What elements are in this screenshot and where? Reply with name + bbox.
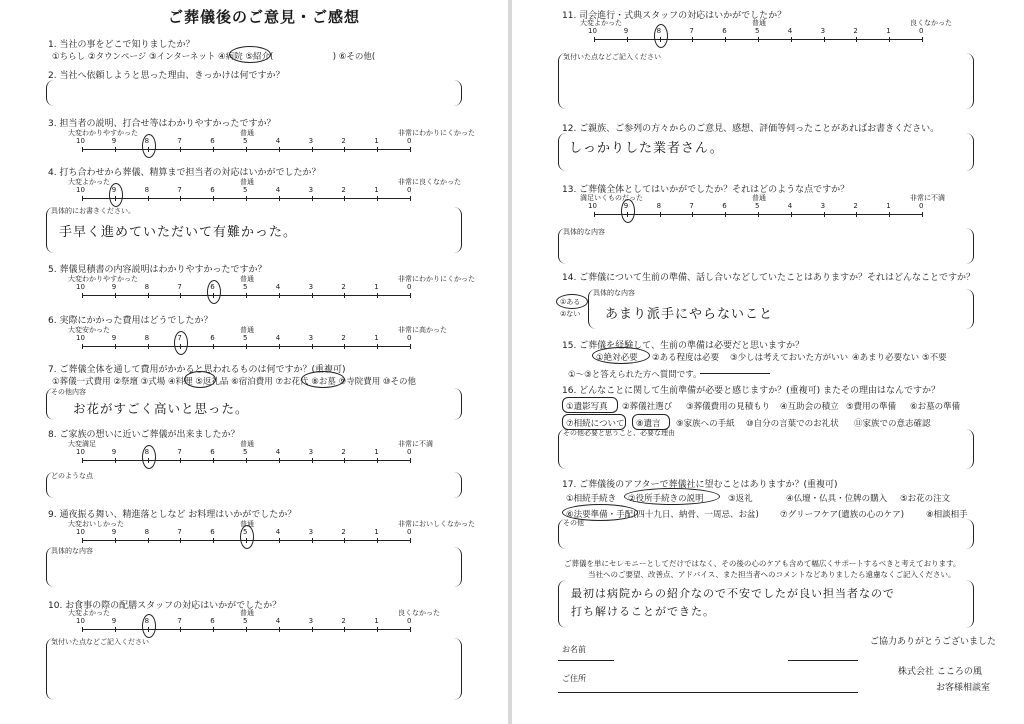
q17-answer-box[interactable]: [558, 519, 974, 549]
q15-option-4[interactable]: ④あまり必要ない: [852, 353, 920, 363]
q2-text: 2. 当社へ依頼しようと思った理由、きっかけは何ですか？: [48, 71, 285, 81]
q15-option-2[interactable]: ②ある程度は必要: [652, 353, 720, 363]
page-title: ご葬儀後のご意見・ご感想: [168, 8, 361, 26]
closing-answer-box[interactable]: [558, 580, 974, 628]
q5-right-label: 非常にわかりにくかった: [398, 275, 475, 283]
q4-box-label: 具体的にお書きください。: [51, 207, 135, 215]
q5-axis-line: [82, 295, 410, 296]
q8-right-label: 非常に不満: [398, 440, 433, 448]
q3-scale[interactable]: [0, 128, 475, 158]
q4-scale[interactable]: [0, 177, 460, 207]
q6-tick-label-10: 10: [76, 334, 85, 342]
q14-selected-circle: [556, 294, 588, 309]
q11-tick-label-3: 3: [820, 27, 826, 35]
q14-text: 14. ご葬儀について生前の準備、話し合いなどしていたことはありますか？それはどんなことですか？: [562, 273, 975, 283]
q5-tick-label-10: 10: [76, 283, 85, 291]
q9-tick-label-8: 8: [144, 528, 150, 536]
q3-right-label: 非常にわかりにくかった: [398, 129, 475, 137]
q6-right-label: 非常に高かった: [398, 326, 447, 334]
q5-tick-label-1: 1: [374, 283, 379, 291]
q17-opt-3[interactable]: ③返礼: [728, 494, 753, 504]
q11-tick-label-7: 7: [689, 27, 694, 35]
q1-options: ①ちらし ②タウンページ ③インターネット ④病院 ⑤紹介( ) ⑥その他(: [52, 52, 376, 62]
q9-tick-label-9: 9: [111, 528, 117, 536]
q16-opt-1[interactable]: ①遺影写真: [566, 402, 608, 412]
q11-tick-label-4: 4: [787, 27, 793, 35]
q9-answer-box[interactable]: [46, 547, 462, 587]
q17-opt-2[interactable]: ②役所手続きの説明: [628, 494, 704, 504]
q11-tick-label-8: 8: [656, 27, 662, 35]
q13-tick-label-5: 5: [755, 202, 760, 210]
q6-tick-label-5: 5: [243, 334, 248, 342]
q13-tick-label-10: 10: [588, 202, 597, 210]
q17-selected-circle-1: [624, 488, 720, 505]
q13-left-label: 満足いくものだった: [580, 194, 643, 202]
q8-tick-label-0: 0: [407, 448, 412, 456]
q4-tick-label-4: 4: [275, 186, 281, 194]
q3-axis-line: [82, 149, 410, 150]
q5-tick-label-8: 8: [144, 283, 150, 291]
q3-tick-label-4: 4: [275, 137, 281, 145]
q4-left-label: 大変よかった: [68, 178, 110, 186]
q9-tick-label-10: 10: [76, 528, 85, 536]
q10-right-label: 良くなかった: [398, 609, 440, 617]
name-underline-2[interactable]: [788, 660, 858, 661]
q11-tick-label-9: 9: [623, 27, 629, 35]
q9-tick-label-0: 0: [407, 528, 412, 536]
q10-tick-label-0: 0: [407, 617, 412, 625]
q17-opt-4[interactable]: ④仏壇・仏具・位牌の購入: [786, 494, 888, 504]
q3-tick-label-2: 2: [341, 137, 346, 145]
q13-tick-label-9: 9: [623, 202, 629, 210]
q4-tick-label-2: 2: [341, 186, 346, 194]
q16-text: 16. どんなことに関して生前準備が必要と感じますか？(重複可) またその理由はなんですか？: [562, 386, 941, 396]
q6-tick-label-6: 6: [210, 334, 215, 342]
q15-option-1[interactable]: ①絶対必要: [596, 353, 638, 363]
q17-opt-6[interactable]: ⑥法要準備・手配(四十九日、納骨、一周忌、お盆): [566, 510, 759, 520]
q9-tick-mark-0: [410, 538, 411, 543]
q17-opt-8[interactable]: ⑧相談相手: [926, 510, 968, 520]
q6-text: 6. 実際にかかった費用はどうでしたか？: [48, 316, 213, 326]
q4-tick-label-8: 8: [144, 186, 150, 194]
closing-answer-line-2: 打ち解けることができた。: [571, 605, 715, 618]
q4-tick-label-3: 3: [308, 186, 314, 194]
q16-opt-4[interactable]: ④互助会の積立: [780, 402, 839, 412]
q5-tick-label-3: 3: [308, 283, 314, 291]
q13-scale[interactable]: [512, 193, 972, 223]
q13-tick-label-1: 1: [886, 202, 891, 210]
q11-right-label: 良くなかった: [910, 19, 952, 27]
q11-mid-label: 普通: [752, 19, 766, 27]
q3-left-label: 大変わかりやすかった: [68, 129, 138, 137]
q10-tick-label-6: 6: [210, 617, 215, 625]
q17-box-label: その他: [563, 519, 584, 527]
q13-tick-label-0: 0: [919, 202, 924, 210]
q11-axis-line: [594, 39, 922, 40]
q11-tick-label-1: 1: [886, 27, 891, 35]
q4-answer-box[interactable]: [46, 207, 462, 253]
q10-tick-label-10: 10: [76, 617, 85, 625]
q9-tick-label-1: 1: [374, 528, 379, 536]
q8-tick-label-1: 1: [374, 448, 379, 456]
q10-tick-label-9: 9: [111, 617, 117, 625]
q7-box-label: その他内容: [51, 388, 86, 396]
q4-mid-label: 普通: [240, 178, 254, 186]
q16-opt-5[interactable]: ⑤費用の準備: [846, 402, 897, 412]
q10-tick-label-7: 7: [177, 617, 182, 625]
q3-tick-label-8: 8: [144, 137, 150, 145]
q7-handwritten-answer: お花がすごく高いと思った。: [73, 401, 249, 416]
q3-tick-label-1: 1: [374, 137, 379, 145]
q6-scale[interactable]: [0, 325, 460, 355]
q8-tick-label-2: 2: [341, 448, 346, 456]
q7-answer-box[interactable]: [46, 388, 462, 420]
q14-yes-option[interactable]: ①ある: [560, 298, 581, 306]
q3-tick-label-5: 5: [243, 137, 248, 145]
q6-mid-label: 普通: [240, 326, 254, 334]
q14-answer-box[interactable]: [588, 289, 974, 329]
q10-answer-box[interactable]: [46, 638, 462, 700]
q8-tick-label-9: 9: [111, 448, 117, 456]
address-underline[interactable]: [558, 692, 858, 693]
q16-opt-8[interactable]: ⑧遺言: [636, 419, 661, 429]
q4-axis-line: [82, 198, 410, 199]
q11-tick-label-2: 2: [853, 27, 858, 35]
q8-tick-label-6: 6: [210, 448, 215, 456]
q3-selected-mark: [142, 134, 156, 158]
q6-tick-label-4: 4: [275, 334, 281, 342]
q6-tick-label-7: 7: [177, 334, 182, 342]
q6-tick-label-9: 9: [111, 334, 117, 342]
q12-handwritten-answer: しっかりした業者さん。: [569, 141, 724, 156]
q8-tick-label-8: 8: [144, 448, 150, 456]
q15-selected-circle: [592, 347, 650, 364]
q8-tick-label-5: 5: [243, 448, 248, 456]
q6-tick-label-8: 8: [144, 334, 150, 342]
q17-text: 17. ご葬儀後のアフターで葬儀社に望むことはありますか？(重複可): [562, 480, 838, 490]
q10-tick-label-1: 1: [374, 617, 379, 625]
q11-left-label: 大変よかった: [580, 19, 622, 27]
q10-tick-label-8: 8: [144, 617, 150, 625]
name-label: お名前: [562, 645, 586, 654]
q4-tick-mark-0: [410, 196, 411, 201]
closing-line-1: ご葬儀を単にセレモニーとしてだけではなく、その後の心のケアも含めて幅広くサポートするべきと考えております。: [564, 559, 961, 568]
q13-mid-label: 普通: [752, 194, 766, 202]
q16-opt-6[interactable]: ⑥お墓の準備: [910, 402, 961, 412]
q4-tick-label-9: 9: [111, 186, 117, 194]
q17-opt-5[interactable]: ⑤お花の注文: [900, 494, 951, 504]
q7-options: ①葬儀一式費用 ②祭壇 ③式場 ④料理 ⑤返礼品 ⑥宿泊費用 ⑦お花代 ⑧お墓 ⑨寺院費用 ⑩その他: [52, 377, 417, 387]
q5-tick-label-4: 4: [275, 283, 281, 291]
q13-axis-line: [594, 214, 922, 215]
q6-tick-label-3: 3: [308, 334, 314, 342]
q7-selected-circle-1: [184, 371, 216, 388]
q10-left-label: 大変よかった: [68, 609, 110, 617]
q9-mid-label: 普通: [240, 520, 254, 528]
q16-opt-1-box: [562, 397, 618, 413]
q5-tick-label-0: 0: [407, 283, 412, 291]
q15-arrow-line: [700, 373, 770, 374]
q4-text: 4. 打ち合わせから葬儀、精算まで担当者の対応はいかがでしたか？: [48, 168, 321, 178]
q8-tick-mark-0: [410, 458, 411, 463]
q6-left-label: 大変安かった: [68, 326, 110, 334]
q3-tick-mark-0: [410, 147, 411, 152]
q13-box-label: 具体的な内容: [563, 228, 605, 236]
q11-tick-label-5: 5: [755, 27, 760, 35]
q4-tick-label-1: 1: [374, 186, 379, 194]
q9-tick-label-6: 6: [210, 528, 215, 536]
q16-opt-7[interactable]: ⑦相続について: [566, 419, 625, 429]
q15-note: ①～③と答えられた方へ質問です。: [568, 370, 702, 380]
q13-answer-box[interactable]: [558, 228, 974, 264]
department-name: お客様相談室: [936, 683, 991, 693]
q16-opt-11[interactable]: ⑪家族での意志確認: [854, 419, 931, 429]
q10-tick-label-5: 5: [243, 617, 248, 625]
q13-tick-label-3: 3: [820, 202, 826, 210]
q9-text: 9. 通夜振る舞い、精進落としなど お料理はいかがでしたか？: [48, 510, 297, 520]
q4-selected-mark: [109, 183, 123, 207]
q8-answer-box[interactable]: [46, 472, 462, 498]
q5-scale[interactable]: [0, 274, 475, 304]
q15-option-5[interactable]: ⑤不要: [922, 353, 947, 363]
q4-tick-label-5: 5: [243, 186, 248, 194]
q10-box-label: 気付いた点などご記入ください: [51, 638, 149, 646]
q16-box-label: その他必要と思うこと、必要な理由: [563, 429, 675, 437]
q13-tick-label-6: 6: [722, 202, 727, 210]
q8-mid-label: 普通: [240, 440, 254, 448]
q16-opt-10[interactable]: ⑩自分の言葉でのお礼状: [746, 419, 839, 429]
q11-scale[interactable]: [512, 18, 972, 48]
q5-tick-label-7: 7: [177, 283, 182, 291]
q13-text: 13. ご葬儀全体としてはいかがでしたか？それはどのような点ですか？: [562, 185, 850, 195]
q5-mid-label: 普通: [240, 275, 254, 283]
q9-box-label: 具体的な内容: [51, 547, 93, 555]
q6-tick-mark-0: [410, 344, 411, 349]
q5-selected-mark: [207, 280, 221, 304]
left-page: [0, 0, 508, 724]
q10-axis-line: [82, 629, 410, 630]
q5-tick-mark-0: [410, 293, 411, 298]
q13-tick-label-8: 8: [656, 202, 662, 210]
q10-tick-label-3: 3: [308, 617, 314, 625]
q10-scale[interactable]: [0, 608, 460, 638]
q16-opt-3[interactable]: ③葬儀費用の見積もり: [686, 402, 771, 412]
closing-line-2: 当社へのご要望、改善点、アドバイス、また担当者へのコメントなどありましたら遠慮なくご記入ください。: [588, 570, 956, 579]
company-name: 株式会社 こころの風: [898, 667, 982, 677]
q5-tick-label-9: 9: [111, 283, 117, 291]
q8-scale[interactable]: [0, 439, 460, 469]
q11-tick-label-10: 10: [588, 27, 597, 35]
q11-tick-label-0: 0: [919, 27, 924, 35]
q16-opt-2[interactable]: ②葬儀社選び: [622, 402, 673, 412]
q10-tick-mark-0: [410, 627, 411, 632]
q11-selected-mark: [654, 24, 668, 48]
q6-tick-label-1: 1: [374, 334, 379, 342]
q9-tick-label-4: 4: [275, 528, 281, 536]
q3-text: 3. 担当者の説明、打合せ等はわかりやすかったですか？: [48, 119, 276, 129]
q6-selected-mark: [174, 331, 188, 355]
q11-text: 11. 司会進行・式典スタッフの対応はいかがでしたか？: [562, 11, 787, 21]
q4-handwritten-answer: 手早く進めていただいて有難かった。: [59, 225, 298, 240]
q16-answer-box[interactable]: [558, 429, 974, 469]
q6-tick-label-2: 2: [341, 334, 346, 342]
q8-left-label: 大変満足: [68, 440, 96, 448]
q8-text: 8. ご家族の想いに近いご葬儀が出来ましたか？: [48, 430, 240, 440]
q17-opt-1[interactable]: ①相続手続き: [566, 494, 617, 504]
q9-tick-label-3: 3: [308, 528, 314, 536]
q5-left-label: 大変わかりやすかった: [68, 275, 138, 283]
q14-box-label: 具体的な内容: [593, 289, 635, 297]
q10-tick-label-4: 4: [275, 617, 281, 625]
address-label: ご住所: [562, 674, 586, 683]
q8-tick-label-7: 7: [177, 448, 182, 456]
q9-tick-label-5: 5: [243, 528, 248, 536]
q6-axis-line: [82, 346, 410, 347]
q15-option-3[interactable]: ③少しは考えておいた方がいい: [730, 353, 849, 363]
q5-tick-label-6: 6: [210, 283, 215, 291]
q3-tick-label-0: 0: [407, 137, 412, 145]
q10-text: 10. お食事の際の配膳スタッフの対応はいかがでしたか？: [48, 601, 282, 611]
q10-mid-label: 普通: [240, 609, 254, 617]
q8-selected-mark: [142, 445, 156, 469]
q13-right-label: 非常に不満: [910, 194, 945, 202]
q1-text: 1. 当社の事をどこで知りましたか？: [48, 40, 195, 50]
q8-tick-label-4: 4: [275, 448, 281, 456]
q3-tick-label-9: 9: [111, 137, 117, 145]
q11-tick-mark-0: [922, 37, 923, 42]
q5-tick-label-2: 2: [341, 283, 346, 291]
q8-box-label: どのような点: [51, 472, 93, 480]
q14-no-option[interactable]: ②ない: [560, 310, 581, 318]
q5-text: 5. 葬儀見積書の内容説明はわかりやすかったですか？: [48, 265, 267, 275]
q11-answer-box[interactable]: [558, 53, 974, 109]
q2-answer-box[interactable]: [46, 80, 462, 106]
q7-text: 7. ご葬儀全体を通して費用がかかると思われるものは何ですか？(重複可): [48, 365, 346, 375]
q8-tick-label-3: 3: [308, 448, 314, 456]
q7-selected-circle-2: [301, 371, 345, 388]
q3-tick-label-3: 3: [308, 137, 314, 145]
q9-left-label: 大変おいしかった: [68, 520, 124, 528]
q3-mid-label: 普通: [240, 129, 254, 137]
q13-tick-label-2: 2: [853, 202, 858, 210]
closing-answer-line-1: 最初は病院からの紹介なので不安でしたが良い担当者なので: [571, 587, 895, 600]
q13-tick-label-7: 7: [689, 202, 694, 210]
q17-opt-7[interactable]: ⑦グリーフケア(遺族の心のケア): [780, 510, 905, 520]
q13-tick-label-4: 4: [787, 202, 793, 210]
thanks-text: ご協力ありがとうございました: [870, 637, 997, 647]
q12-answer-box[interactable]: [558, 133, 974, 171]
q4-tick-label-7: 7: [177, 186, 182, 194]
q15-text: 15. ご葬儀を経験して、生前の準備は必要だと思いますか？: [562, 341, 804, 351]
q9-tick-label-2: 2: [341, 528, 346, 536]
q10-selected-mark: [142, 614, 156, 638]
q9-selected-mark: [240, 525, 254, 549]
q5-tick-label-5: 5: [243, 283, 248, 291]
q3-tick-label-10: 10: [76, 137, 85, 145]
name-underline-1: [558, 660, 614, 661]
q9-tick-label-7: 7: [177, 528, 182, 536]
q13-tick-mark-0: [922, 212, 923, 217]
right-page: [512, 0, 1024, 724]
q4-tick-label-0: 0: [407, 186, 412, 194]
q14-handwritten-answer: あまり派手にやらないこと: [605, 307, 774, 322]
q6-tick-label-0: 0: [407, 334, 412, 342]
q3-tick-label-6: 6: [210, 137, 215, 145]
q16-opt-9[interactable]: ⑨家族への手紙: [676, 419, 735, 429]
q1-selected-circle: [229, 46, 271, 63]
q11-tick-label-6: 6: [722, 27, 727, 35]
q8-tick-label-10: 10: [76, 448, 85, 456]
q8-axis-line: [82, 460, 410, 461]
q9-right-label: 非常においしくなかった: [398, 520, 475, 528]
q4-tick-label-10: 10: [76, 186, 85, 194]
q11-box-label: 気付いた点などご記入ください: [563, 53, 661, 61]
q10-tick-label-2: 2: [341, 617, 346, 625]
q3-tick-label-7: 7: [177, 137, 182, 145]
q13-selected-mark: [621, 199, 635, 223]
q9-scale[interactable]: [0, 519, 475, 549]
q4-tick-label-6: 6: [210, 186, 215, 194]
q12-text: 12. ご親族、ご参列の方々からのご意見、感想、評価等伺ったことがあればお書きください。: [562, 124, 940, 134]
q4-right-label: 非常に良くなかった: [398, 178, 461, 186]
